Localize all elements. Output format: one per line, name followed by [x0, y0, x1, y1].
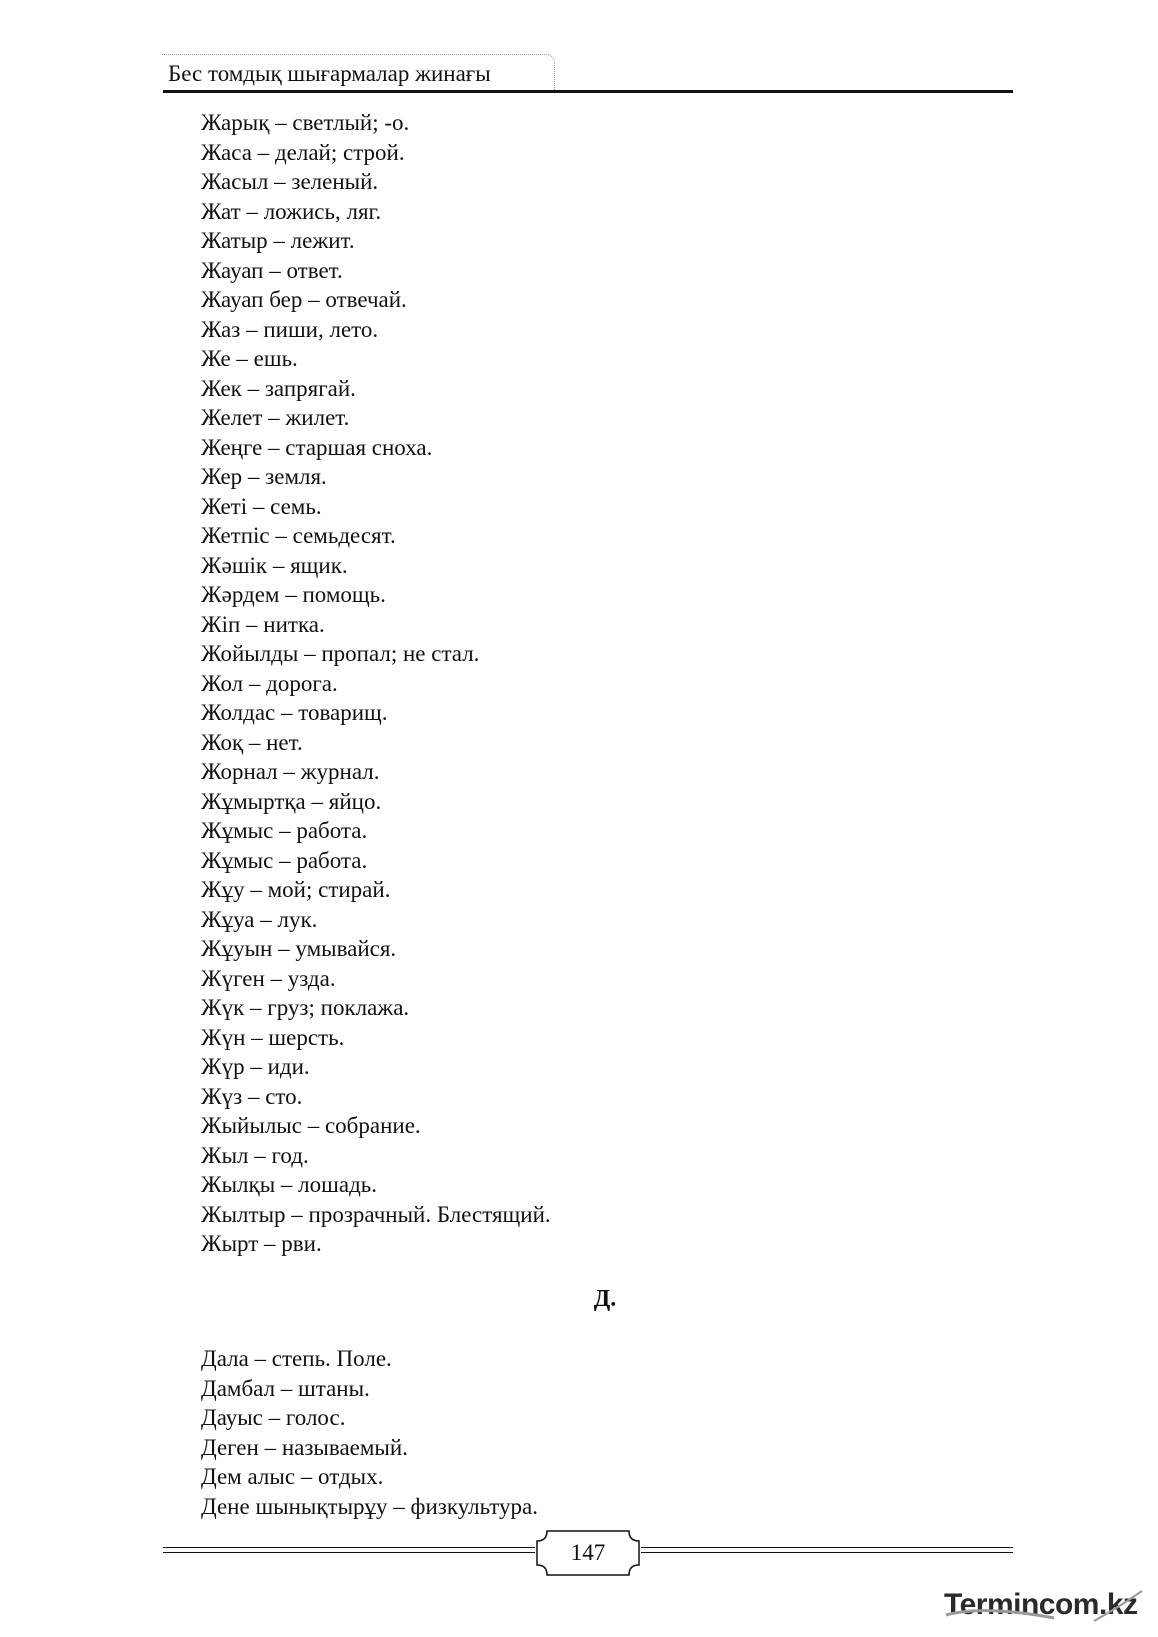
- vocabulary-entry: Жұу – мой; стирай.: [201, 877, 391, 902]
- vocabulary-entry: Жарық – светлый; -о.: [201, 110, 410, 135]
- vocabulary-entry: Жырт – рви.: [201, 1231, 322, 1256]
- watermark-swoosh-icon: [944, 1585, 1144, 1625]
- vocabulary-entry: Жойылды – пропал; не стал.: [201, 641, 480, 666]
- vocabulary-entry: Жүген – узда.: [201, 965, 336, 991]
- page-number: 147: [570, 1540, 606, 1565]
- vocabulary-entry: Жұмыс – работа.: [201, 847, 368, 873]
- vocabulary-entry: Жаз – пиши, лето.: [201, 316, 379, 342]
- vocabulary-entry: Жылқы – лошадь.: [201, 1172, 378, 1197]
- watermark-text: Termincom.kz: [944, 1588, 1138, 1621]
- vocabulary-entry: Жәшік – ящик.: [201, 552, 348, 578]
- vocabulary-entry: Жатыр – лежит.: [201, 228, 355, 253]
- footer-rule-left: [163, 1547, 535, 1553]
- footer-rule-right: [641, 1547, 1013, 1553]
- vocabulary-entry: Дауыс – голос.: [201, 1405, 346, 1430]
- vocabulary-entry: Жыйылыс – собрание.: [201, 1113, 421, 1138]
- book-title: Бес томдық шығармалар жинағы: [168, 61, 491, 86]
- vocabulary-entry: Жәрдем – помощь.: [201, 582, 386, 607]
- vocabulary-entry: Дене шынықтырұу – физкультура.: [201, 1493, 538, 1519]
- vocabulary-entry: Желет – жилет.: [201, 405, 350, 430]
- vocabulary-entry: Жұуа – лук.: [201, 906, 318, 932]
- vocabulary-list-zh: [201, 108, 551, 1259]
- vocabulary-entry: Жіп – нитка.: [201, 611, 325, 637]
- vocabulary-entry: Жылтыр – прозрачный. Блестящий.: [201, 1201, 551, 1227]
- header-rule: [163, 90, 1013, 93]
- vocabulary-entry: Жауап – ответ.: [201, 257, 343, 283]
- vocabulary-entry: Жат – ложись, ляг.: [201, 198, 382, 224]
- page-number-badge: [535, 1529, 641, 1577]
- vocabulary-entry: Жоқ – нет.: [201, 729, 303, 755]
- vocabulary-entry: Жауап бер – отвечай.: [201, 287, 407, 312]
- vocabulary-list-d: [201, 1344, 538, 1521]
- vocabulary-entry: Жорнал – журнал.: [201, 759, 380, 784]
- vocabulary-entry: Деген – называемый.: [201, 1434, 408, 1460]
- vocabulary-entry: Жеті – семь.: [201, 493, 322, 519]
- vocabulary-entry: Дамбал – штаны.: [201, 1375, 370, 1401]
- vocabulary-entry: Жаса – делай; строй.: [201, 139, 405, 165]
- vocabulary-entry: Жұмыс – работа.: [201, 818, 368, 843]
- vocabulary-entry: Дала – степь. Поле.: [201, 1346, 392, 1371]
- vocabulary-entry: Жүз – сто.: [201, 1083, 303, 1109]
- vocabulary-entry: Жасыл – зеленый.: [201, 169, 379, 194]
- vocabulary-entry: Жүн – шерсть.: [201, 1024, 345, 1050]
- vocabulary-entry: Дем алыс – отдых.: [201, 1464, 384, 1489]
- vocabulary-entry: Жүр – иди.: [201, 1054, 310, 1079]
- termincom-watermark-logo: [944, 1585, 1144, 1625]
- vocabulary-entry: Жетпіс – семьдесят.: [201, 523, 396, 548]
- vocabulary-entry: Жыл – год.: [201, 1142, 309, 1168]
- vocabulary-entry: Же – ешь.: [201, 346, 298, 371]
- vocabulary-entry: Жеңге – старшая сноха.: [201, 434, 433, 460]
- section-heading-d: Д.: [593, 1286, 617, 1312]
- vocabulary-entry: Жек – запрягай.: [201, 375, 356, 401]
- vocabulary-entry: Жер – земля.: [201, 464, 327, 489]
- vocabulary-entry: Жүк – груз; поклажа.: [201, 995, 410, 1020]
- vocabulary-entry: Жұмыртқа – яйцо.: [201, 788, 382, 814]
- vocabulary-entry: Жұуын – умывайся.: [201, 936, 397, 961]
- vocabulary-entry: Жолдас – товарищ.: [201, 700, 388, 725]
- vocabulary-entry: Жол – дорога.: [201, 670, 338, 696]
